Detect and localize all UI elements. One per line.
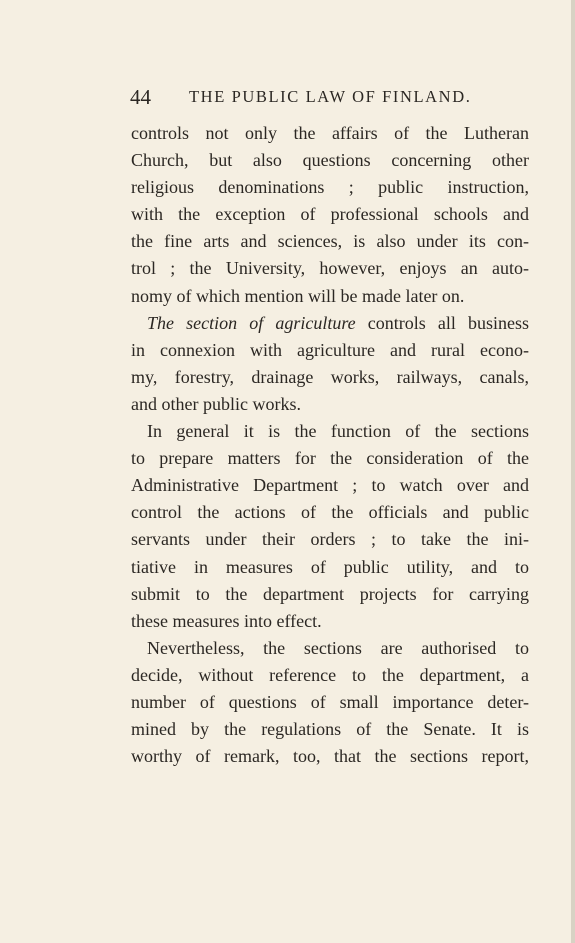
paragraph	[131, 120, 529, 310]
running-header	[130, 84, 530, 110]
text-line: Church, but also questions concerning other	[131, 150, 529, 171]
text-line: religious denominations ; public instruction,	[131, 177, 529, 198]
paragraph	[131, 418, 529, 635]
italic-lead: The section of agriculture	[147, 312, 356, 333]
body-text	[131, 120, 529, 770]
paragraph	[131, 635, 529, 770]
text-line: trol ; the University, however, enjoys an auto-	[131, 258, 529, 279]
text-line: number of questions of small importance deter-	[131, 691, 529, 712]
text-line: with the exception of professional schools and	[131, 204, 529, 225]
text-line: decide, without reference to the department, a	[131, 664, 529, 685]
text-line: submit to the department projects for carrying	[131, 583, 529, 604]
page-edge	[571, 0, 575, 943]
page-number: 44	[130, 85, 151, 109]
text-line: In general it is the function of the sections	[147, 421, 529, 442]
text-line: worthy of remark, too, that the sections report,	[131, 746, 529, 767]
running-title: THE PUBLIC LAW OF FINLAND.	[189, 87, 472, 106]
text-line: and other public works.	[131, 393, 301, 414]
paragraph	[131, 310, 529, 418]
text-line: the fine arts and sciences, is also under its con-	[131, 231, 529, 252]
text-line: in connexion with agriculture and rural econo-	[131, 339, 529, 360]
text-line: my, forestry, drainage works, railways, canals,	[131, 366, 529, 387]
text-line: Nevertheless, the sections are authorised to	[147, 637, 529, 658]
text-line: Administrative Department ; to watch over and	[131, 475, 529, 496]
text-line: controls not only the affairs of the Lutheran	[131, 123, 529, 143]
text-span: controls all business	[355, 312, 529, 333]
text-line: to prepare matters for the consideration of the	[131, 448, 529, 469]
text-line: mined by the regulations of the Senate. It is	[131, 719, 529, 740]
text-line: control the actions of the officials and public	[131, 502, 529, 523]
text-line: tiative in measures of public utility, and to	[131, 556, 529, 577]
text-line: these measures into effect.	[131, 610, 322, 631]
text-line: servants under their orders ; to take the ini-	[131, 529, 529, 550]
text-line	[131, 310, 529, 337]
text-line: nomy of which mention will be made later on.	[131, 285, 465, 306]
